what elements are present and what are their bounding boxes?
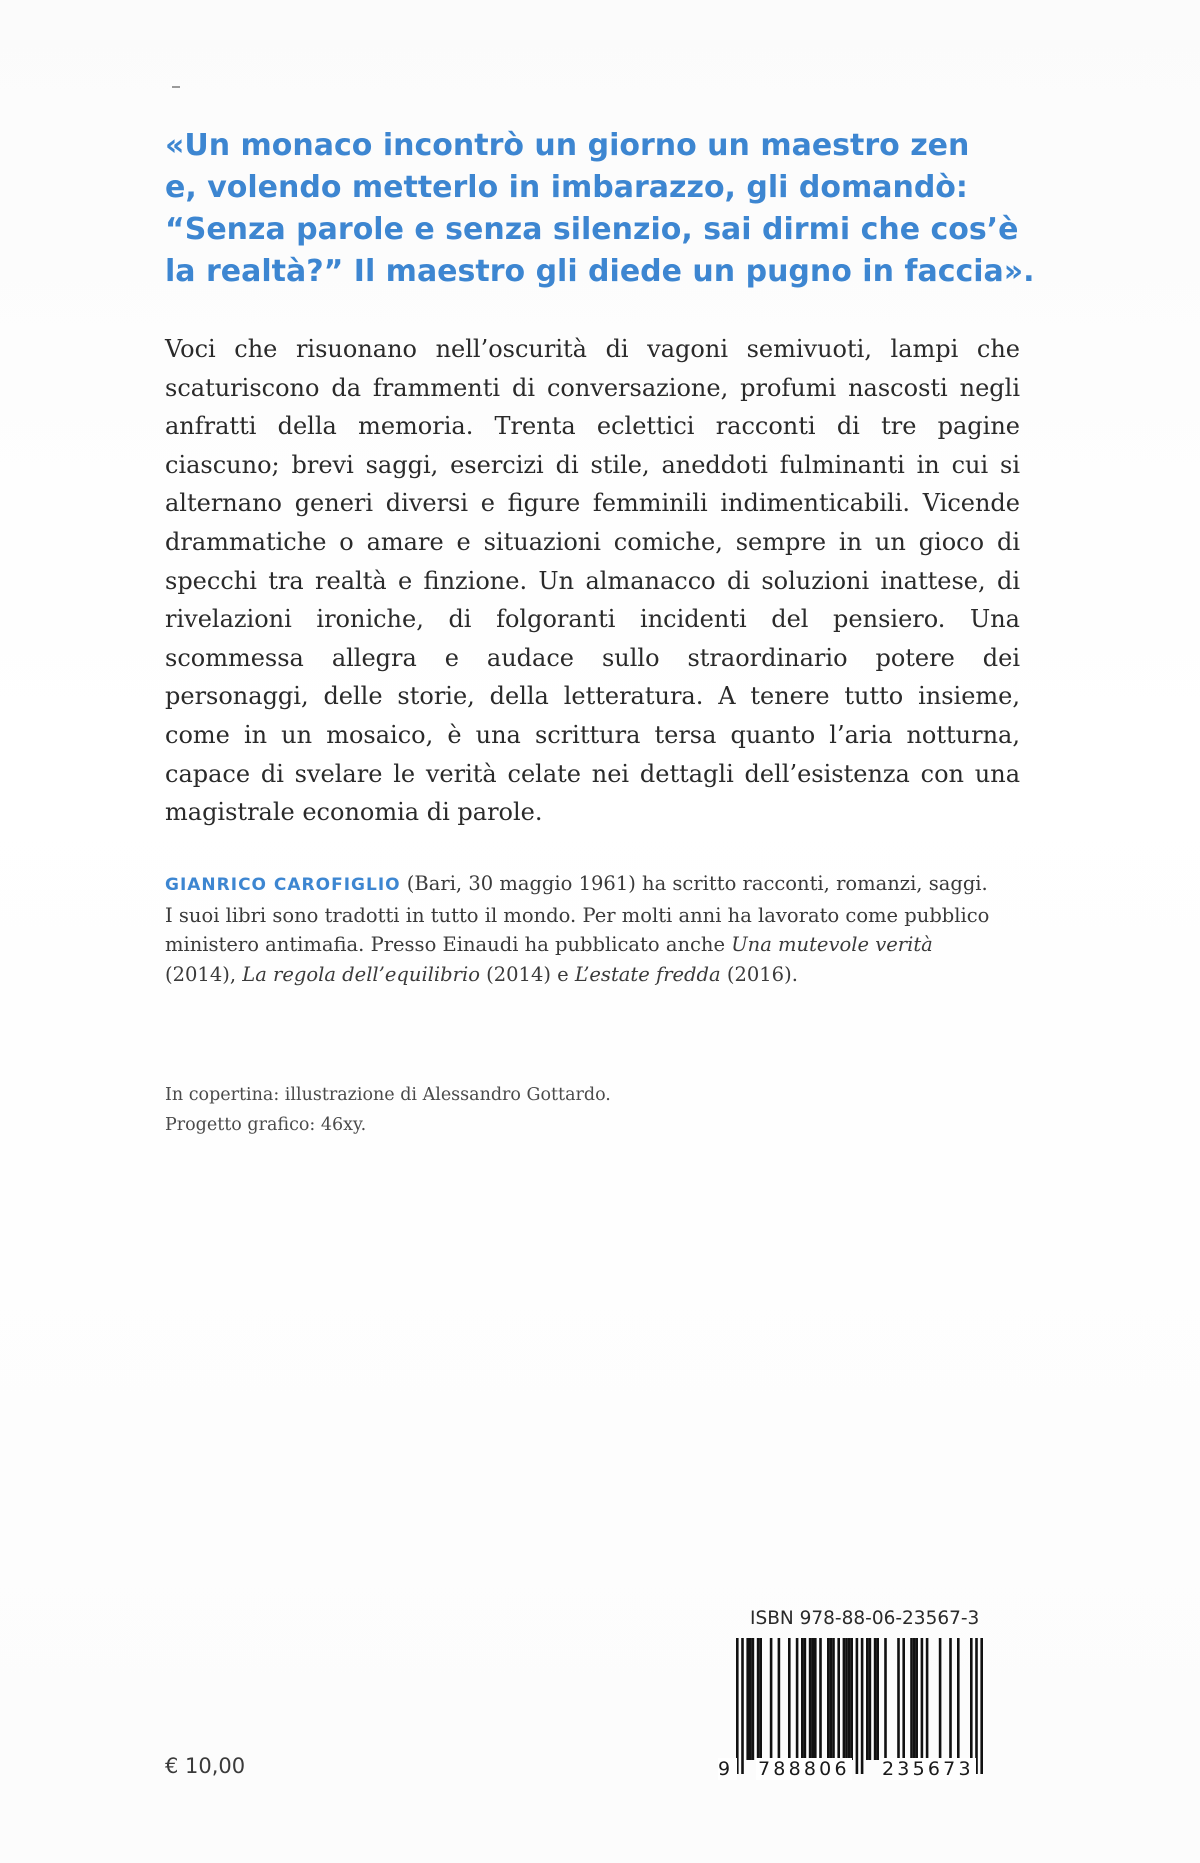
book-title: L’estate fredda	[574, 962, 721, 986]
barcode-guard-bar	[741, 1638, 744, 1774]
quote-line: e, volendo metterlo in imbarazzo, gli domandò:	[165, 170, 968, 205]
barcode-bar	[809, 1638, 812, 1760]
barcode-bar	[811, 1638, 814, 1760]
barcode-bar	[788, 1638, 791, 1760]
barcode-guard-bar	[980, 1638, 983, 1774]
barcode-bar	[949, 1638, 952, 1760]
barcode-bar	[884, 1638, 887, 1760]
barcode-bar	[910, 1638, 913, 1760]
isbn-barcode	[718, 1634, 1018, 1784]
barcode-guard-bar	[975, 1638, 978, 1774]
barcode-bar	[759, 1638, 762, 1760]
barcode-bar	[848, 1638, 851, 1760]
barcode-bar	[913, 1638, 916, 1760]
barcode-bar	[845, 1638, 848, 1760]
author-bio-text: (Bari, 30 maggio 1961) ha scritto racconti, romanzi, saggi. I suoi libri sono tradotti in tutto il mondo. Per molti anni ha lavorato come pubblico ministero antimafia. Presso Einaudi ha pubblicato anche	[165, 872, 990, 956]
barcode-bar	[827, 1638, 830, 1760]
barcode-digits-right: 235673	[882, 1758, 974, 1780]
barcode-guard-bar	[856, 1638, 859, 1774]
barcode-digit-first: 9	[718, 1758, 737, 1780]
barcode-bar	[819, 1638, 822, 1760]
barcode-bar	[843, 1638, 846, 1760]
barcode-bar	[832, 1638, 835, 1760]
barcode-bar	[850, 1638, 853, 1760]
quote-line: «Un monaco incontrò un giorno un maestro zen	[165, 128, 970, 163]
barcode-bar	[915, 1638, 918, 1760]
barcode-bar	[874, 1638, 877, 1760]
credits	[165, 1080, 865, 1140]
quote-line: “Senza parole e senza silenzio, sai dirmi che cos’è	[165, 212, 1019, 247]
barcode-bar	[837, 1638, 840, 1760]
barcode-bar	[897, 1638, 900, 1760]
cover-credit: In copertina: illustrazione di Alessandro Gottardo.	[165, 1085, 611, 1105]
author-bio-text: (2016).	[720, 962, 798, 986]
design-credit: Progetto grafico: 46xy.	[165, 1115, 367, 1135]
barcode-guard-bar	[736, 1638, 739, 1774]
barcode-bar	[926, 1638, 929, 1760]
book-blurb: Voci che risuonano nell’oscurità di vagoni semivuoti, lampi che scaturiscono da frammenti di conversazione, profumi nascosti negli anfratti della memoria. Trenta eclettici racconti di tre pagine ciascuno; brevi saggi, esercizi di stile, aneddoti fulminanti in cui si alternano generi diversi e figure femminili indimenticabili. Vicende drammatiche o amare e situazioni comiche, sempre in un gioco di specchi tra realtà e finzione. Un almanacco di soluzioni inattese, di rivelazioni ironiche, di folgoranti incidenti del pensiero. Una scommessa allegra e audace sullo straordinario potere dei personaggi, delle storie, della letteratura. A tenere tutto insieme, come in un mosaico, è una scrittura tersa quanto l’aria notturna, capace di svelare le verità celate nei dettagli dell’esistenza con una magistrale economia di parole.	[165, 335, 1020, 827]
barcode-digits-left: 788806	[758, 1758, 850, 1780]
barcode-bar	[869, 1638, 872, 1760]
barcode-bar	[866, 1638, 869, 1760]
author-bio-text: (2014),	[165, 962, 243, 986]
price: € 10,00	[165, 1754, 246, 1778]
isbn-label: ISBN 978-88-06-23567-3	[750, 1608, 980, 1629]
barcode-bar	[778, 1638, 781, 1760]
author-bio	[165, 869, 995, 989]
barcode-bar	[957, 1638, 960, 1760]
barcode-bar	[757, 1638, 760, 1760]
epigraph-quote	[165, 125, 1040, 293]
barcode-bar	[749, 1638, 752, 1760]
barcode-bar	[921, 1638, 924, 1760]
author-bio-text: (2014) e	[479, 962, 575, 986]
barcode-bar	[752, 1638, 755, 1760]
corner-mark	[172, 86, 180, 88]
barcode-bar	[902, 1638, 905, 1760]
barcode-bar	[876, 1638, 879, 1760]
book-title: Una mutevole verità	[731, 933, 933, 956]
barcode-bar	[746, 1638, 749, 1760]
barcode-guard-bar	[861, 1638, 864, 1774]
barcode-bar	[939, 1638, 942, 1760]
barcode-bar	[830, 1638, 833, 1760]
barcode-bar	[796, 1638, 799, 1760]
barcode-bar	[814, 1638, 817, 1760]
author-name: GIANRICO CAROFIGLIO	[165, 875, 401, 895]
barcode-bar	[801, 1638, 804, 1760]
book-title: La regola dell’equilibrio	[242, 962, 480, 986]
quote-line: la realtà?” Il maestro gli diede un pugno in faccia».	[165, 254, 1035, 289]
barcode-bar	[970, 1638, 973, 1760]
barcode-bar	[804, 1638, 807, 1760]
barcode-bar	[770, 1638, 773, 1760]
